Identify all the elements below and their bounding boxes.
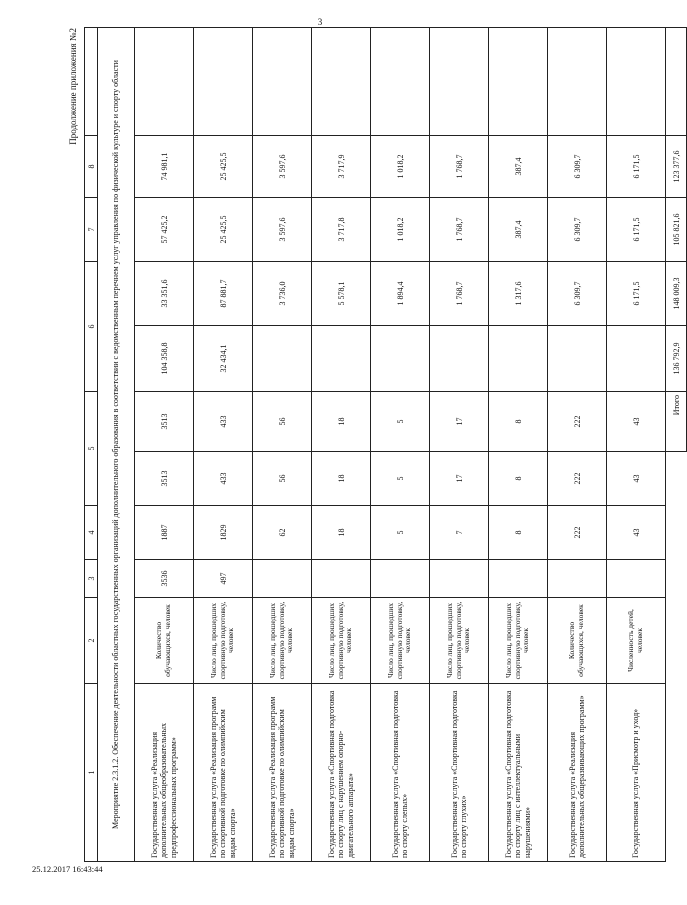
table-row: [312, 28, 371, 862]
col8-value: 6 171,5: [607, 136, 666, 198]
service-name-cell: Государственная услуга «Реализация программ по спортивной подготовке по олимпийским видам спорта»: [253, 684, 312, 862]
col7-value: 1 768,7: [430, 198, 489, 262]
service-name-cell: Государственная услуга «Реализация дополнительных общеразвивающих программ»: [548, 684, 607, 862]
header-col-7: 7: [85, 198, 98, 262]
col5b-value: 56: [253, 392, 312, 452]
col6b-value: 3 736,0: [253, 262, 312, 326]
col6b-value: 1 768,7: [430, 262, 489, 326]
col6-value: [253, 326, 312, 392]
col7-value: 25 425,5: [194, 198, 253, 262]
table-row: [430, 28, 489, 862]
col6-value: 32 434,1: [194, 326, 253, 392]
col5a-value: 56: [253, 452, 312, 506]
service-name-cell: Государственная услуга «Реализация программ по спортивной подготовке по олимпийским видам спорта»: [194, 684, 253, 862]
col5a-value: 3513: [135, 452, 194, 506]
col8-value: 3 597,6: [253, 136, 312, 198]
col5b-value: 17: [430, 392, 489, 452]
col3-value: [607, 560, 666, 598]
indicator-cell: Число лиц, прошедших спортивную подготовку, человек: [253, 598, 312, 684]
service-name-cell: Государственная услуга «Присмотр и уход»: [607, 684, 666, 862]
col6b-value: 1 894,4: [371, 262, 430, 326]
header-col-3: 3: [85, 560, 98, 598]
col7-value: 57 425,2: [135, 198, 194, 262]
header-col-8: 8: [85, 136, 98, 198]
col5b-value: 8: [489, 392, 548, 452]
col8-value: 74 981,1: [135, 136, 194, 198]
col3-value: [253, 560, 312, 598]
col8-value: 6 309,7: [548, 136, 607, 198]
col4-value: 62: [253, 506, 312, 560]
section-title: Мероприятие 2.3.1.2. Обеспечение деятельности областных государственных организаций дополнительного образования в соответствии с ведомственным перечнем услуг управления по физической культуре и спорту области: [98, 28, 135, 862]
col5a-value: 43: [607, 452, 666, 506]
col6-value: 104 358,8: [135, 326, 194, 392]
col6-value: [607, 326, 666, 392]
col4-value: 7: [430, 506, 489, 560]
service-name-cell: Государственная услуга «Спортивная подготовка по спорту глухих»: [430, 684, 489, 862]
table-row: [194, 28, 253, 862]
services-table: [84, 27, 687, 862]
col3-value: [312, 560, 371, 598]
col8-value: 25 425,5: [194, 136, 253, 198]
rotated-content: [68, 28, 681, 862]
indicator-cell: Количество обучающихся, человек: [135, 598, 194, 684]
total-col8: 123 377,6: [666, 136, 687, 198]
col8-value: 387,4: [489, 136, 548, 198]
col6-value: [489, 326, 548, 392]
col6-value: [430, 326, 489, 392]
indicator-cell: Число лиц, прошедших спортивную подготовку, человек: [371, 598, 430, 684]
total-row: [666, 28, 687, 862]
col5a-value: 5: [371, 452, 430, 506]
col3-value: [548, 560, 607, 598]
col3-value: [489, 560, 548, 598]
col5a-value: 8: [489, 452, 548, 506]
col4-value: 222: [548, 506, 607, 560]
indicator-cell: Численность детей, человек: [607, 598, 666, 684]
indicator-cell: Число лиц, прошедших спортивную подготовку, человек: [194, 598, 253, 684]
total-col6b: 148 009,3: [666, 262, 687, 326]
col7-value: 3 717,8: [312, 198, 371, 262]
header-col-blank: [85, 28, 98, 136]
blank-cell: [371, 28, 430, 136]
indicator-cell: Число лиц, прошедших спортивную подготовку, человек: [489, 598, 548, 684]
header-col-2: 2: [85, 598, 98, 684]
col6b-value: 87 881,7: [194, 262, 253, 326]
total-blank: [666, 28, 687, 136]
col3-value: 3536: [135, 560, 194, 598]
col6b-value: 5 578,1: [312, 262, 371, 326]
service-name-cell: Государственная услуга «Спортивная подготовка по спорту лиц с нарушением опорно-двигательного аппарата»: [312, 684, 371, 862]
col6b-value: 6 309,7: [548, 262, 607, 326]
col7-value: 6 309,7: [548, 198, 607, 262]
blank-cell: [548, 28, 607, 136]
col5b-value: 5: [371, 392, 430, 452]
service-name-cell: Государственная услуга «Спортивная подготовка по спорту лиц с интеллектуальными нарушениями»: [489, 684, 548, 862]
header-col-1: 1: [85, 684, 98, 862]
table-row: [371, 28, 430, 862]
col7-value: 3 597,6: [253, 198, 312, 262]
col6-value: [312, 326, 371, 392]
table-row: [253, 28, 312, 862]
blank-cell: [253, 28, 312, 136]
total-col6: 136 792,9: [666, 326, 687, 392]
col7-value: 1 018,2: [371, 198, 430, 262]
col4-value: 5: [371, 506, 430, 560]
table-row: [607, 28, 666, 862]
col4-value: 1829: [194, 506, 253, 560]
header-col-6: 6: [85, 262, 98, 392]
indicator-cell: Число лиц, прошедших спортивную подготовку, человек: [430, 598, 489, 684]
col4-value: 1887: [135, 506, 194, 560]
col6-value: [371, 326, 430, 392]
col5a-value: 222: [548, 452, 607, 506]
col7-value: 387,4: [489, 198, 548, 262]
header-col-4: 4: [85, 506, 98, 560]
col3-value: 497: [194, 560, 253, 598]
blank-cell: [194, 28, 253, 136]
col4-value: 18: [312, 506, 371, 560]
col8-value: 1 018,2: [371, 136, 430, 198]
col6-value: [548, 326, 607, 392]
table-row: [548, 28, 607, 862]
blank-cell: [135, 28, 194, 136]
table-row: [135, 28, 194, 862]
col8-value: 1 768,7: [430, 136, 489, 198]
header-number-row: [85, 28, 98, 862]
col7-value: 6 171,5: [607, 198, 666, 262]
col3-value: [430, 560, 489, 598]
blank-cell: [430, 28, 489, 136]
col6b-value: 1 317,6: [489, 262, 548, 326]
blank-cell: [607, 28, 666, 136]
service-name-cell: Государственная услуга «Реализация дополнительных общеобразовательных предпрофессиональных программ»: [135, 684, 194, 862]
page-number: 3: [317, 17, 323, 27]
col4-value: 8: [489, 506, 548, 560]
appendix-caption: Продолжение приложения №2: [68, 28, 78, 145]
service-name-cell: Государственная услуга «Спортивная подготовка по спорту слепых»: [371, 684, 430, 862]
total-label: Итого: [666, 392, 687, 452]
footer-timestamp: 25.12.2017 16:43:44: [32, 864, 103, 874]
indicator-cell: Количество обучающихся, человек: [548, 598, 607, 684]
col8-value: 3 717,9: [312, 136, 371, 198]
col5b-value: 18: [312, 392, 371, 452]
indicator-cell: Число лиц, прошедших спортивную подготовку, человек: [312, 598, 371, 684]
col5a-value: 17: [430, 452, 489, 506]
blank-cell: [489, 28, 548, 136]
total-col7: 105 821,6: [666, 198, 687, 262]
section-row: [98, 28, 135, 862]
col5a-value: 18: [312, 452, 371, 506]
col6b-value: 6 171,5: [607, 262, 666, 326]
table-row: [489, 28, 548, 862]
col5a-value: 433: [194, 452, 253, 506]
header-col-5: 5: [85, 392, 98, 506]
col5b-value: 222: [548, 392, 607, 452]
col6b-value: 33 351,6: [135, 262, 194, 326]
blank-cell: [312, 28, 371, 136]
col5b-value: 43: [607, 392, 666, 452]
rotated-page-area: [68, 28, 681, 862]
col5b-value: 3513: [135, 392, 194, 452]
total-spacer: [666, 452, 687, 862]
col5b-value: 433: [194, 392, 253, 452]
col4-value: 43: [607, 506, 666, 560]
col3-value: [371, 560, 430, 598]
